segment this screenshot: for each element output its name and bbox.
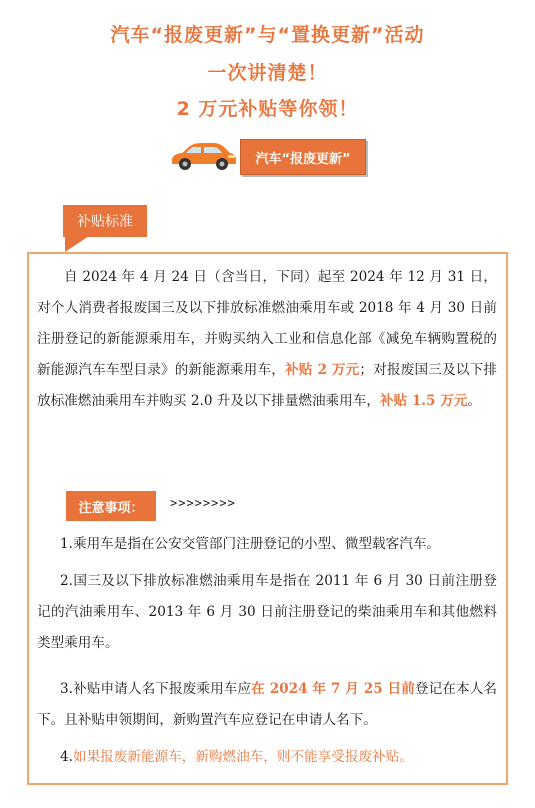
subsidy-standard-tab: 补贴标准 — [63, 205, 147, 237]
tab-pointer — [65, 236, 89, 252]
notice-item-2: 2.国三及以下排放标准燃油乘用车是指在 2011 年 6 月 30 日前注册登记的汽油乘用车、2013 年 6 月 30 日前注册登记的柴油乘用车和其他燃料类型乘用车。 — [37, 573, 497, 651]
notice-item-3-text-a: 3.补贴申请人名下报废乘用车应 — [60, 681, 252, 697]
section-title-button: 汽车“报废更新” — [240, 139, 366, 175]
intro-paragraph — [37, 262, 497, 417]
notice-item-1: 1.乘用车是指在公安交管部门注册登记的小型、微型载客汽车。 — [60, 536, 440, 552]
subsidy-highlight-2: 补贴 1.5 万元 — [379, 393, 468, 409]
deadline-highlight: 在 2024 年 7 月 25 日前 — [251, 681, 415, 697]
notice-badge: 注意事项： — [66, 491, 156, 521]
notice-item-4-text: 如果报废新能源车，新购燃油车，则不能享受报废补贴。 — [72, 749, 413, 765]
intro-text-2: ；对报废国三及以下排放标准燃油乘用车并购买 2.0 升及以下排量燃油乘用车， — [37, 362, 497, 409]
notice-item-4 — [37, 742, 497, 773]
title-line-3: 2 万元补贴等你领！ — [176, 98, 359, 120]
notice-item-3 — [37, 674, 497, 736]
title-line-2: 一次讲清楚！ — [207, 62, 328, 84]
arrow-decoration: >>>>>>>> — [170, 496, 236, 510]
subsidy-highlight-1: 补贴 2 万元 — [285, 362, 360, 378]
car-icon — [168, 140, 238, 172]
title-line-1: 汽车“报废更新”与“置换更新”活动 — [110, 24, 425, 46]
intro-text-3: 。 — [467, 393, 482, 409]
notice-item-4-number: 4. — [60, 749, 73, 765]
notice-item-3-text-b: 登记在本人名下。且补贴申领期间，新购置汽车应登记在申请人名下。 — [37, 681, 497, 728]
intro-text-1: 自 2024 年 4 月 24 日（含当日，下同）起至 2024 年 12 月 31 日，对个人消费者报废国三及以下排放标准燃油乘用车或 2018 年 4 月 30 日前注册登记的新能源乘用车，并购买纳入工业和信息化部《减免车辆购置税的新能源汽车车型目录》的新能源乘用车， — [37, 269, 497, 378]
